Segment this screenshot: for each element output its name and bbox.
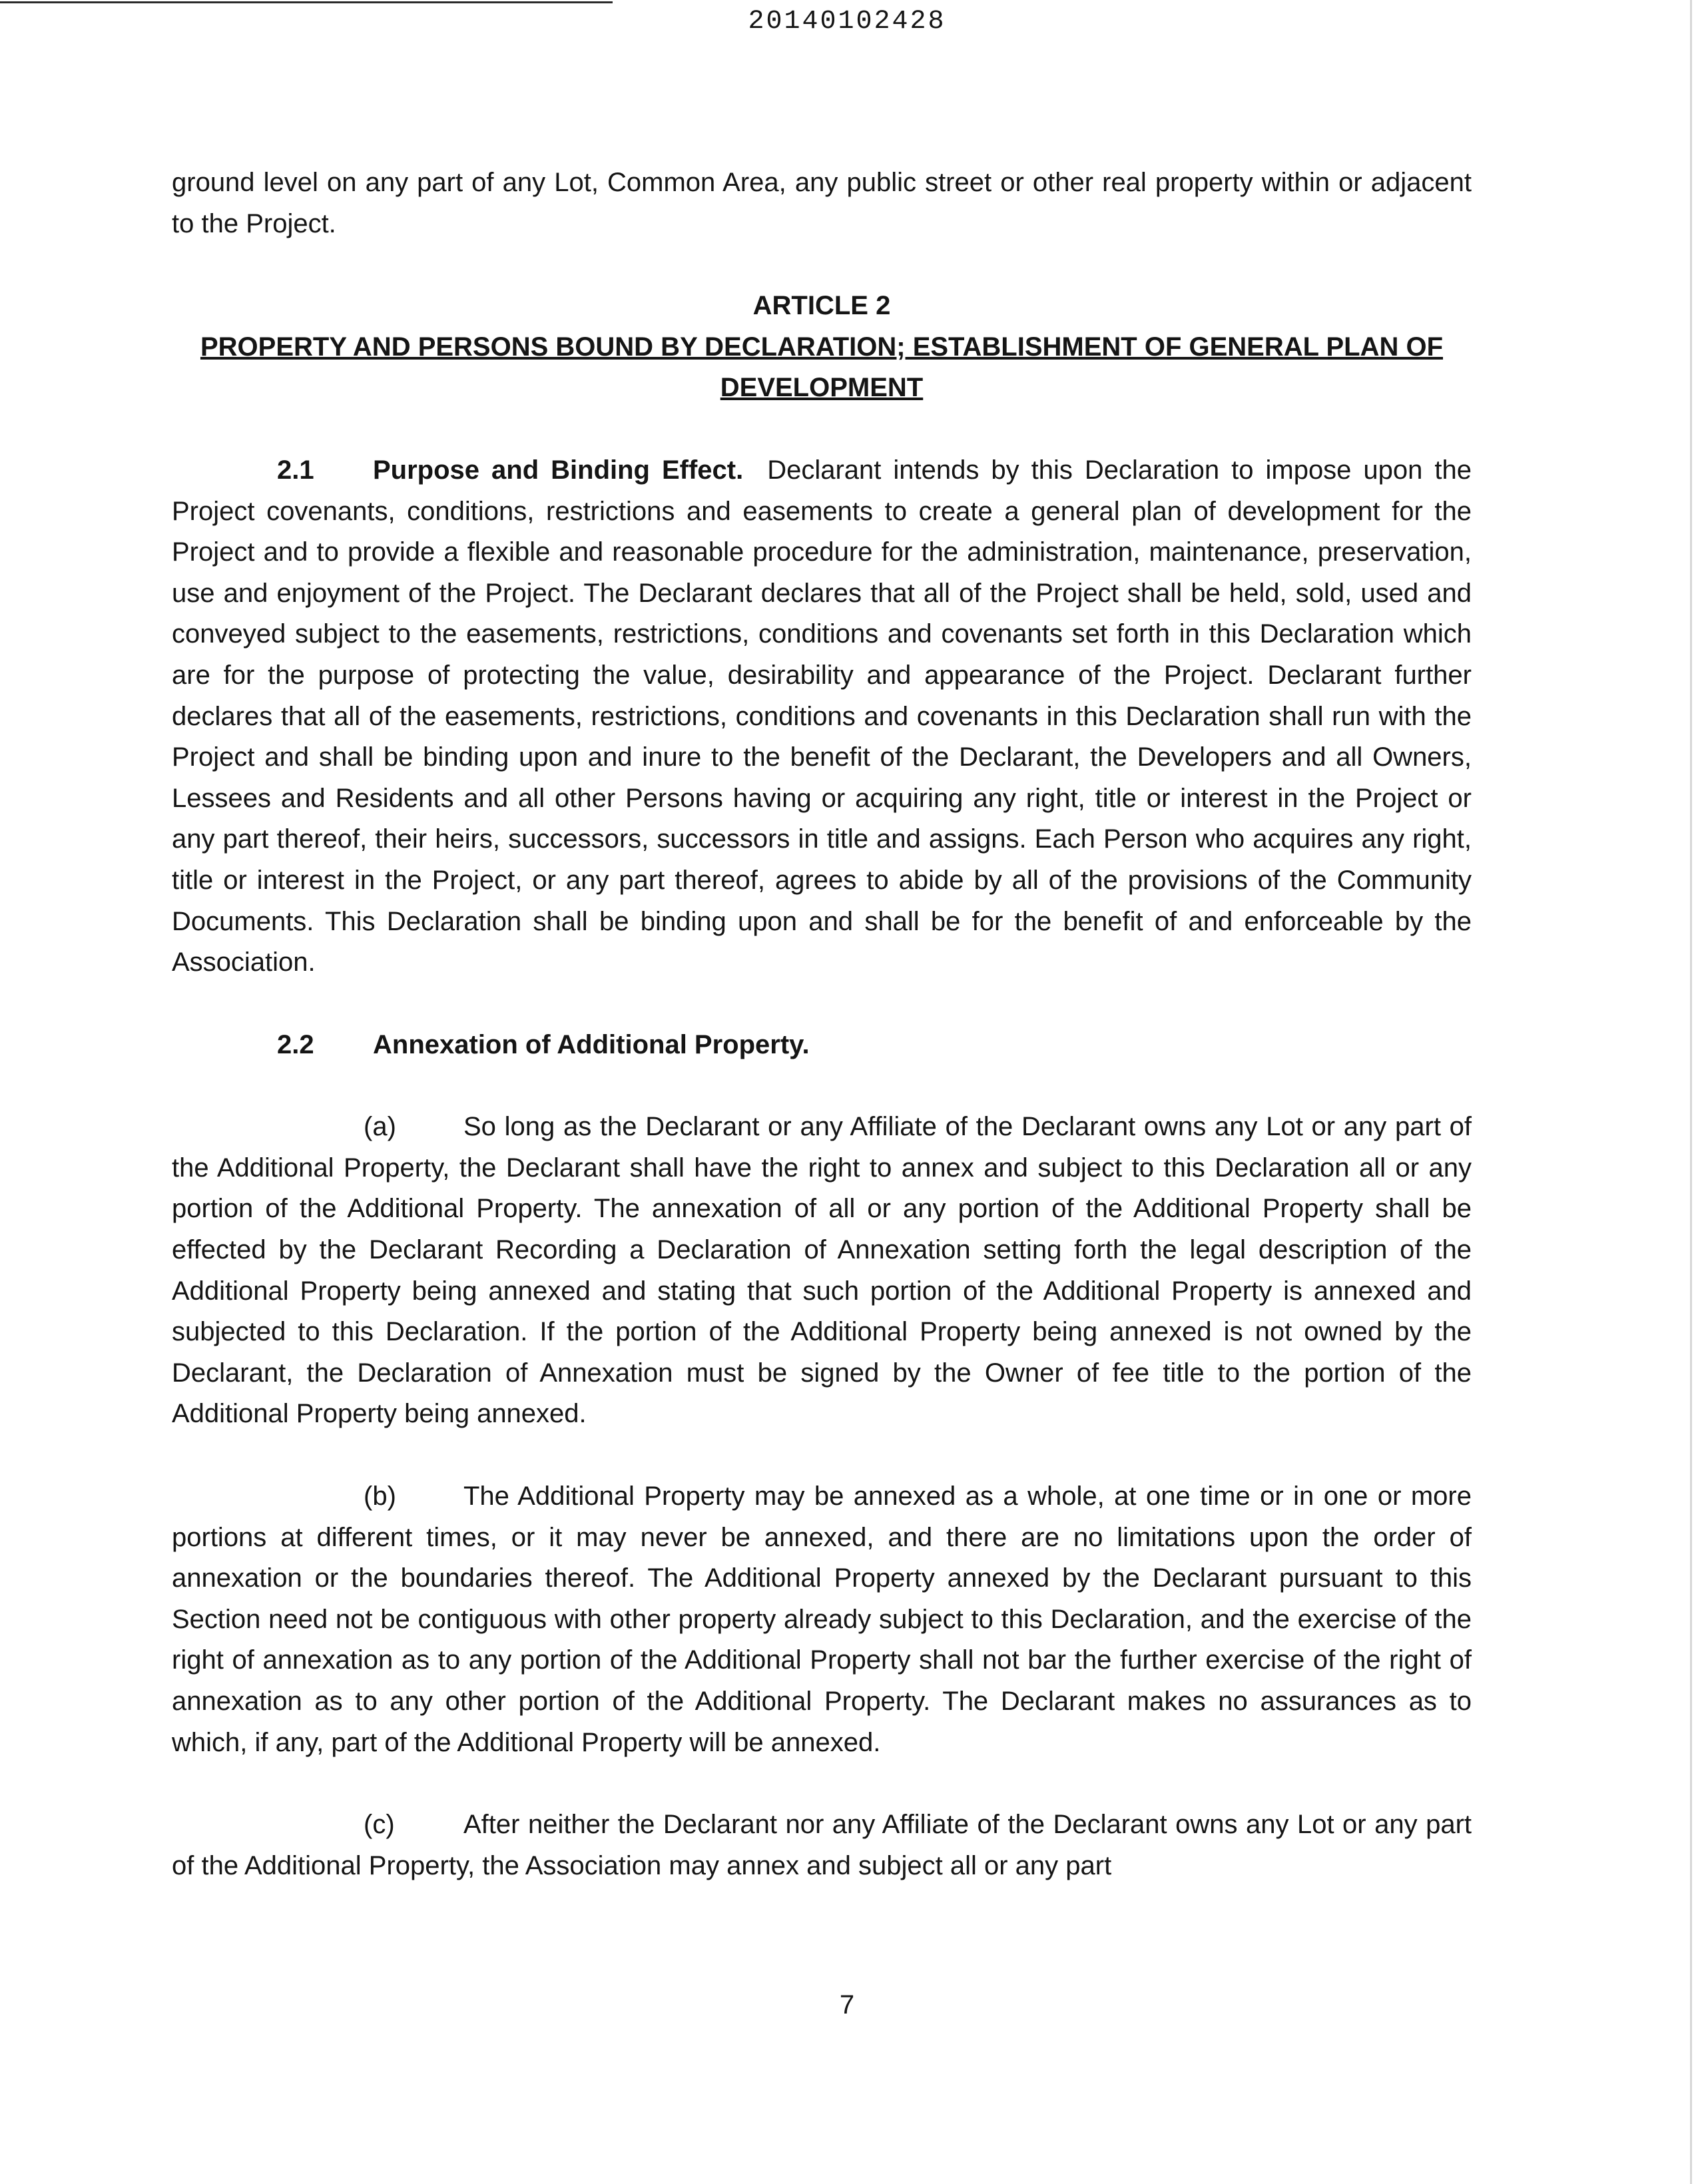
- subsection-b-text: The Additional Property may be annexed as a whole, at one time or in one or more portions at different times, or it may never be annexed, and there are no limitations upon the order of annexation or the boundaries thereof. The Additional Property annexed by the Declarant pursuant to this Section need not be contiguous with other property already subject to this Declaration, and the exercise of the right of annexation as to any portion of the Additional Property shall not bar the further exercise of the right of annexation as to any other portion of the Additional Property. The Declarant makes no assurances as to which, if any, part of the Additional Property will be annexed.: [172, 1482, 1472, 1757]
- subsection-c-text: After neither the Declarant nor any Affiliate of the Declarant owns any Lot or any part of the Additional Property, the Association may annex and subject all or any part: [172, 1810, 1472, 1880]
- subsection-c-label: (c): [364, 1810, 395, 1840]
- section-2-1-heading: Purpose and Binding Effect.: [373, 455, 744, 485]
- section-2-2-heading: Annexation of Additional Property.: [373, 1029, 810, 1059]
- section-2-2-heading-line: [172, 1025, 1472, 1066]
- section-2-1-text: Declarant intends by this Declaration to impose upon the Project covenants, conditions, restrictions and easements to create a general plan of development for the Project and to provide a flexible and reasonable procedure for the administration, maintenance, preservation, use and enjoyment of the Project. The Declarant declares that all of the Project shall be held, sold, used and conveyed subject to the easements, restrictions, conditions and covenants set forth in this Declaration which are for the purpose of protecting the value, desirability and appearance of the Project. Declarant further declares that all of the easements, restrictions, conditions and covenants in this Declaration shall run with the Project and shall be binding upon and inure to the benefit of the Declarant, the Developers and all Owners, Lessees and Residents and all other Persons having or acquiring any right, title or interest in the Project or any part thereof, their heirs, successors, successors in title and assigns. Each Person who acquires any right, title or interest in the Project, or any part thereof, agrees to abide by all of the provisions of the Community Documents. This Declaration shall be binding upon and shall be for the benefit of and enforceable by the Association.: [172, 455, 1472, 977]
- scan-top-line: [0, 1, 613, 3]
- intro-paragraph: ground level on any part of any Lot, Common Area, any public street or other real property within or adjacent to the Project.: [172, 168, 1472, 238]
- page-number: 7: [839, 1990, 855, 2020]
- subsection-b-label: (b): [364, 1482, 396, 1511]
- article-label: ARTICLE 2: [752, 291, 891, 321]
- scan-right-edge: [1690, 0, 1692, 2184]
- subsection-b: [172, 1476, 1472, 1763]
- subsection-a-text: So long as the Declarant or any Affiliate of the Declarant owns any Lot or any part of the Additional Property, the Declarant shall have the right to annex and subject to this Declaration all or any portion of the Additional Property. The annexation of all or any portion of the Additional Property shall be effected by the Declarant Recording a Declaration of Annexation setting forth the legal description of the Additional Property being annexed and stating that such portion of the Additional Property is annexed and subjected to this Declaration. If the portion of the Additional Property being annexed is not owned by the Declarant, the Declaration of Annexation must be signed by the Owner of fee title to the portion of the Additional Property being annexed.: [172, 1112, 1472, 1429]
- article-title: PROPERTY AND PERSONS BOUND BY DECLARATION; ESTABLISHMENT OF GENERAL PLAN OF DEVELOPMENT: [200, 332, 1444, 403]
- page-body: [172, 162, 1472, 1886]
- section-2-2-number: 2.2: [277, 1029, 314, 1059]
- subsection-a-label: (a): [364, 1112, 396, 1142]
- subsection-a: [172, 1107, 1472, 1435]
- section-2-1-paragraph: [172, 450, 1472, 983]
- subsection-c: [172, 1804, 1472, 1886]
- document-number: 20140102428: [748, 7, 946, 37]
- section-2-1-number: 2.1: [277, 455, 314, 485]
